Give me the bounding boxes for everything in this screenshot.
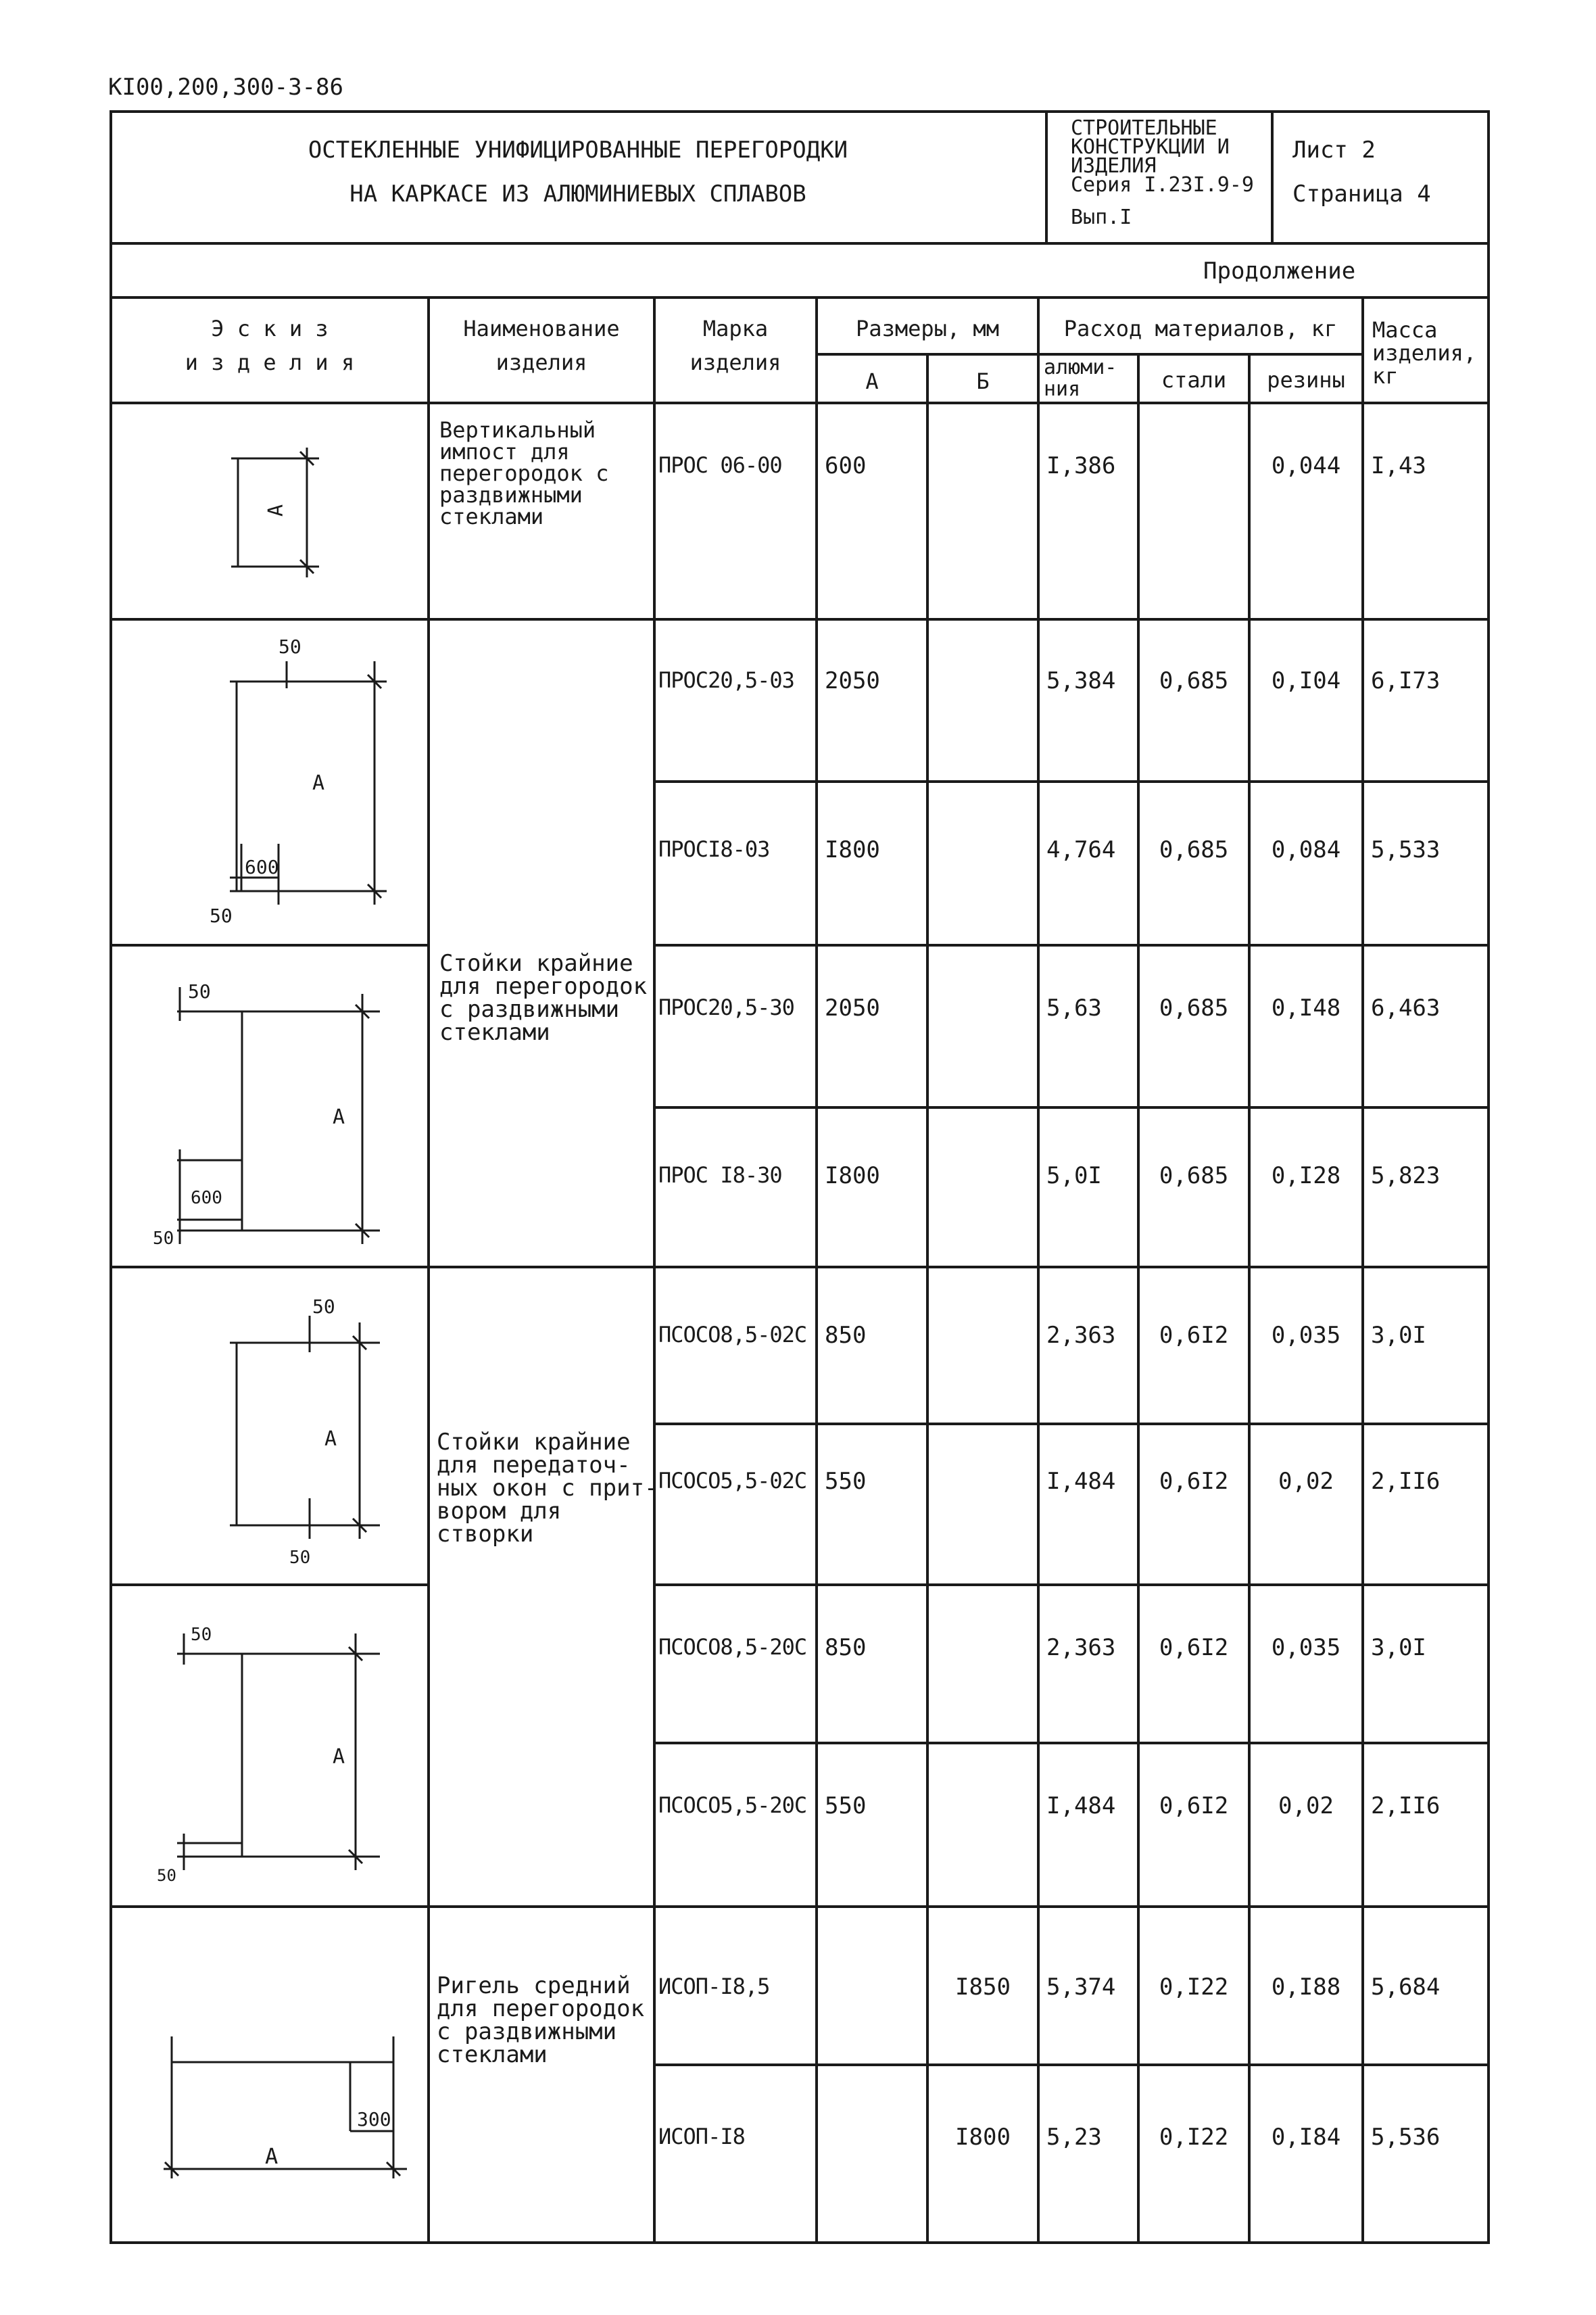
cell-rubber: 0,035 — [1271, 1322, 1341, 1349]
cell-a: 600 — [825, 452, 867, 479]
cell-a: I800 — [825, 836, 880, 863]
row-line-1 — [653, 618, 1490, 621]
cell-mass: 2,II6 — [1371, 1792, 1441, 1819]
header-size-a: А — [865, 368, 879, 394]
series-label: Серия I.23I.9-9 — [1071, 173, 1254, 197]
sketch-stand-20c — [110, 1586, 427, 1905]
title-block-divider-1 — [1045, 110, 1048, 243]
cell-mass: 3,0I — [1371, 1634, 1426, 1661]
dim-a-label: А — [312, 771, 325, 795]
cell-mass: 3,0I — [1371, 1322, 1426, 1349]
cell-mark: ПРОС20,5-03 — [658, 667, 794, 693]
cell-a: 850 — [825, 1634, 867, 1661]
name-line: для перегородок — [439, 973, 648, 1000]
cell-mass: 5,823 — [1371, 1162, 1441, 1189]
cell-rubber: 0,02 — [1278, 1792, 1334, 1819]
row-line-10 — [653, 2063, 1490, 2066]
header-alum-2: ния — [1044, 377, 1081, 401]
dim-600-label: 600 — [245, 856, 279, 878]
name-line: раздвижными — [439, 482, 583, 508]
header-mark-2: изделия — [690, 350, 781, 375]
dim-50-label: 50 — [279, 636, 301, 658]
cell-steel: 0,6I2 — [1159, 1634, 1229, 1661]
dim-a-label: А — [333, 1745, 345, 1769]
col-line-name — [653, 296, 656, 2244]
col-line-steel — [1248, 353, 1251, 2244]
dim-50-label: 50 — [153, 1228, 174, 1249]
cell-steel: 0,I22 — [1159, 1974, 1229, 2001]
cell-a: 550 — [825, 1468, 867, 1495]
continuation-bottom-line — [110, 296, 1490, 299]
cell-alum: I,386 — [1046, 452, 1116, 479]
header-sketch-1: Э с к и з — [211, 316, 329, 341]
cell-mark: ПСОСО8,5-02С — [658, 1322, 807, 1347]
cell-rubber: 0,02 — [1278, 1468, 1334, 1495]
header-alum-1: алюми- — [1044, 356, 1117, 379]
cell-mark: ИСОП-I8 — [658, 2124, 745, 2149]
name-line: с раздвижными — [437, 2018, 617, 2045]
cell-alum: 2,363 — [1046, 1634, 1116, 1661]
cell-mark: ПРОС20,5-30 — [658, 995, 794, 1020]
header-sizes: Размеры, мм — [856, 316, 999, 341]
cell-alum: I,484 — [1046, 1468, 1116, 1495]
row-line-6 — [653, 1423, 1490, 1425]
category-line-2: КОНСТРУКЦИИ И — [1071, 135, 1230, 159]
cell-steel: 0,6I2 — [1159, 1468, 1229, 1495]
name-group-4 — [437, 1974, 644, 2066]
cell-rubber: 0,I28 — [1271, 1162, 1341, 1189]
row-line-5 — [653, 1266, 1490, 1268]
dim-a-label: А — [324, 1427, 337, 1451]
cell-mark: ПСОСО5,5-20С — [658, 1792, 807, 1818]
col-line-alum — [1137, 353, 1140, 2244]
cell-b: I850 — [955, 1974, 1011, 2001]
row-line-4 — [653, 1106, 1490, 1109]
dim-300-label: 300 — [357, 2108, 391, 2130]
col-line-mark — [815, 296, 818, 2244]
name-group-3 — [437, 1431, 658, 1546]
cell-a: 850 — [825, 1322, 867, 1349]
cell-steel: 0,685 — [1159, 995, 1229, 1022]
name-group-line-3 — [427, 1905, 653, 1908]
cell-mark: ПСОСО8,5-20С — [658, 1634, 807, 1660]
cell-b: I800 — [955, 2124, 1011, 2151]
cell-mass: 5,684 — [1371, 1974, 1441, 2001]
cell-rubber: 0,084 — [1271, 836, 1341, 863]
header-mark-1: Марка — [702, 316, 769, 341]
name-line: Стойки крайние — [437, 1429, 631, 1456]
dim-600-label: 600 — [191, 1188, 222, 1208]
header-mass-1: Масса — [1372, 317, 1438, 343]
row-line-8 — [653, 1742, 1490, 1744]
name-line: импост для — [439, 439, 570, 464]
cell-mark: ПСОСО5,5-02С — [658, 1468, 807, 1494]
cell-rubber: 0,035 — [1271, 1634, 1341, 1661]
category-line-1: СТРОИТЕЛЬНЫЕ — [1071, 116, 1217, 140]
category-line-3: ИЗДЕЛИЯ — [1071, 154, 1157, 178]
cell-rubber: 0,I84 — [1271, 2124, 1341, 2151]
name-line: стеклами — [439, 504, 544, 529]
dim-a-label: А — [264, 504, 288, 517]
cell-steel: 0,685 — [1159, 667, 1229, 694]
cell-a: 550 — [825, 1792, 867, 1819]
issue-label: Вып.I — [1071, 206, 1132, 229]
col-line-sketch — [427, 296, 430, 2244]
title-block-divider-2 — [1271, 110, 1274, 243]
cell-steel: 0,I22 — [1159, 2124, 1229, 2151]
page-number: Страница 4 — [1292, 181, 1431, 208]
col-line-size-a — [926, 353, 929, 2244]
col-line-sizes — [1037, 296, 1040, 2244]
header-mass-2: изделия, — [1372, 340, 1477, 366]
cell-rubber: 0,044 — [1271, 452, 1341, 479]
cell-mass: I,43 — [1371, 452, 1426, 479]
cell-alum: 5,0I — [1046, 1162, 1102, 1189]
name-line: Стойки крайние — [439, 950, 633, 977]
dim-50-label: 50 — [312, 1295, 335, 1318]
cell-a: 2050 — [825, 667, 880, 694]
name-group-line-2 — [427, 1266, 653, 1268]
header-rubber: резины — [1267, 367, 1345, 393]
name-group-1 — [439, 419, 608, 527]
row-line-9 — [653, 1905, 1490, 1908]
cell-mass: 5,536 — [1371, 2124, 1441, 2151]
cell-mass: 5,533 — [1371, 836, 1441, 863]
dim-50-label: 50 — [210, 905, 233, 927]
sketch-middle-rail — [110, 1908, 427, 2244]
header-name-1: Наименование — [463, 316, 620, 341]
dim-50-label: 50 — [188, 980, 211, 1003]
dim-a-label: А — [265, 2143, 279, 2169]
title-line-1: ОСТЕКЛЕННЫЕ УНИФИЦИРОВАННЫЕ ПЕРЕГОРОДКИ — [308, 137, 848, 164]
sketch-stand-30 — [110, 947, 427, 1266]
document-code: КI00,200,300-3-86 — [108, 74, 343, 101]
cell-mass: 2,II6 — [1371, 1468, 1441, 1495]
header-materials: Расход материалов, кг — [1063, 316, 1338, 341]
cell-alum: I,484 — [1046, 1792, 1116, 1819]
header-sketch-2: и з д е л и я — [185, 350, 355, 375]
col-line-materials — [1361, 296, 1364, 2244]
name-line: Вертикальный — [439, 417, 596, 443]
dim-a-label: А — [333, 1105, 345, 1129]
cell-alum: 2,363 — [1046, 1322, 1116, 1349]
cell-alum: 5,384 — [1046, 667, 1116, 694]
name-line: для перегородок — [437, 1995, 645, 2022]
cell-rubber: 0,I04 — [1271, 667, 1341, 694]
header-steel: стали — [1161, 367, 1227, 393]
name-line: ных окон с прит- — [437, 1475, 658, 1502]
cell-alum: 5,374 — [1046, 1974, 1116, 2001]
cell-a: I800 — [825, 1162, 880, 1189]
row-line-2 — [653, 780, 1490, 783]
name-line: стеклами — [437, 2041, 548, 2068]
dim-50-label: 50 — [157, 1866, 176, 1885]
header-size-b: Б — [976, 368, 990, 394]
cell-mark: ИСОП-I8,5 — [658, 1974, 770, 1999]
name-line: Ригель средний — [437, 1972, 631, 1999]
cell-steel: 0,6I2 — [1159, 1322, 1229, 1349]
cell-mass: 6,I73 — [1371, 667, 1441, 694]
dim-50-label: 50 — [191, 1625, 212, 1645]
header-name-2: изделия — [495, 350, 587, 375]
name-line: вором для — [437, 1498, 562, 1525]
cell-mass: 6,463 — [1371, 995, 1441, 1022]
sketch-stand-02c — [110, 1268, 427, 1583]
row-line-7 — [653, 1583, 1490, 1586]
title-block-bottom-line — [110, 242, 1490, 245]
sheet-number: Лист 2 — [1292, 137, 1376, 164]
sketch-stand-03 — [110, 621, 427, 944]
cell-alum: 5,63 — [1046, 995, 1102, 1022]
cell-steel: 0,685 — [1159, 836, 1229, 863]
cell-steel: 0,6I2 — [1159, 1792, 1229, 1819]
continuation-label: Продолжение — [1203, 258, 1356, 285]
cell-mark: ПРОС I8-30 — [658, 1162, 782, 1188]
name-line: стеклами — [439, 1019, 550, 1046]
cell-alum: 4,764 — [1046, 836, 1116, 863]
name-line: для передаточ- — [437, 1452, 631, 1479]
name-line: перегородок с — [439, 460, 609, 486]
cell-a: 2050 — [825, 995, 880, 1022]
name-line: с раздвижными — [439, 996, 620, 1023]
header-mass-3: кг — [1372, 363, 1399, 389]
name-group-2 — [439, 952, 647, 1044]
row-line-3 — [653, 944, 1490, 947]
cell-steel: 0,685 — [1159, 1162, 1229, 1189]
name-line: створки — [437, 1521, 534, 1548]
cell-rubber: 0,I48 — [1271, 995, 1341, 1022]
sketch-vertical-impost — [110, 404, 427, 618]
cell-alum: 5,23 — [1046, 2124, 1102, 2151]
cell-rubber: 0,I88 — [1271, 1974, 1341, 2001]
cell-mark: ПРОС 06-00 — [658, 452, 782, 478]
name-group-line-1 — [427, 618, 653, 621]
dim-50-label: 50 — [289, 1548, 311, 1568]
title-line-2: НА КАРКАСЕ ИЗ АЛЮМИНИЕВЫХ СПЛАВОВ — [349, 181, 806, 208]
cell-mark: ПРОСI8-03 — [658, 836, 770, 862]
